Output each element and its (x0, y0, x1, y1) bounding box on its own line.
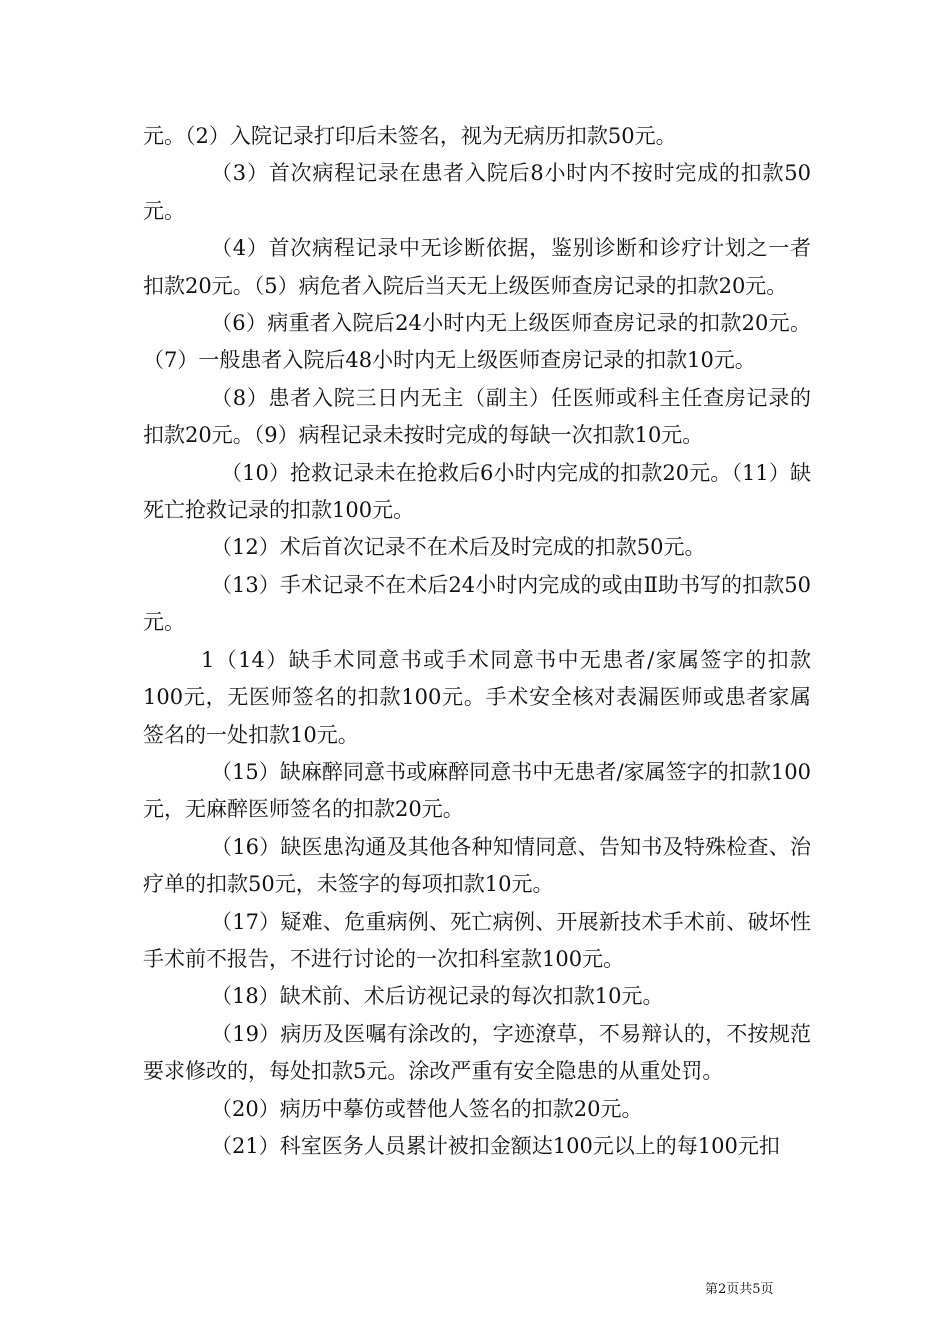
page-footer: 第2页共5页 (705, 1282, 774, 1297)
paragraph: （3）首次病程记录在患者入院后8小时内不按时完成的扣款50元。 (143, 161, 811, 223)
paragraph: （10）抢救记录未在抢救后6小时内完成的扣款20元。（11）缺死亡抢救记录的扣款100元。 (143, 460, 811, 523)
paragraph: （4）首次病程记录中无诊断依据，鉴别诊断和诊疗计划之一者扣款20元。（5）病危者入院后当天无上级医师查房记录的扣款20元。 (143, 236, 811, 298)
paragraph: （20）病历中摹仿或替他人签名的扣款20元。 (211, 1096, 643, 1121)
paragraph: （15）缺麻醉同意书或麻醉同意书中无患者/家属签字的扣款100元，无麻醉医师签名的扣款20元。 (143, 759, 811, 822)
paragraph: 元。（2）入院记录打印后未签名，视为无病历扣款50元。 (143, 124, 677, 148)
paragraph: （21）科室医务人员累计被扣金额达100元以上的每100元扣 (211, 1133, 780, 1158)
paragraph: （19）病历及医嘱有涂改的，字迹潦草，不易辩认的，不按规范要求修改的，每处扣款5元。涂改严重有安全隐患的从重处罚。 (143, 1021, 811, 1084)
document-body (143, 118, 811, 1165)
paragraph: （16）缺医患沟通及其他各种知情同意、告知书及特殊检查、治疗单的扣款50元，未签字的每项扣款10元。 (143, 834, 811, 897)
paragraph: （8）患者入院三日内无主（副主）任医师或科主任查房记录的扣款20元。（9）病程记录未按时完成的每缺一次扣款10元。 (143, 385, 811, 448)
paragraph: （6）病重者入院后24小时内无上级医师查房记录的扣款20元。（7）一般患者入院后48小时内无上级医师查房记录的扣款10元。 (143, 311, 811, 373)
paragraph: （18）缺术前、术后访视记录的每次扣款10元。 (211, 984, 664, 1009)
paragraph: （13）手术记录不在术后24小时内完成的或由Ⅱ助书写的扣款50元。 (143, 572, 811, 635)
paragraph: （12）术后首次记录不在术后及时完成的扣款50元。 (211, 535, 706, 560)
paragraph: 1（14）缺手术同意书或手术同意书中无患者/家属签字的扣款100元，无医师签名的扣款100元。手术安全核对表漏医师或患者家属签名的一处扣款10元。 (143, 647, 811, 747)
paragraph: （17）疑难、危重病例、死亡病例、开展新技术手术前、破坏性手术前不报告，不进行讨论的一次扣科室款100元。 (143, 909, 811, 971)
